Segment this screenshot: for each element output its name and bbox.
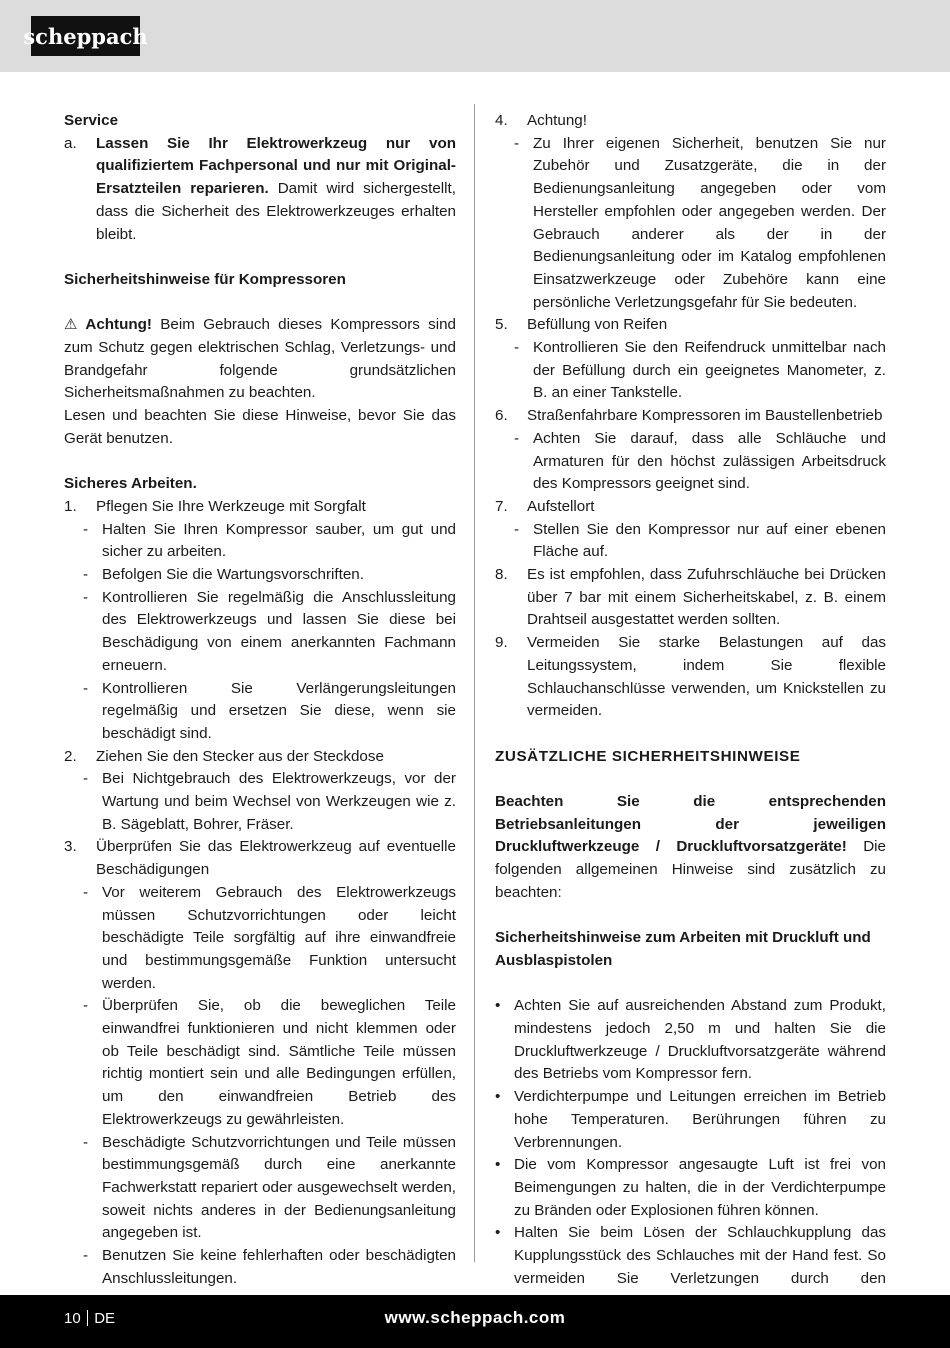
service-normal-text: Damit wird sichergestellt, dass die Sicherheit des Elektrowerkzeuges erhalten bleibt. <box>96 180 456 243</box>
list-number: 7. <box>495 497 508 515</box>
dash-item <box>64 587 456 678</box>
dash-item-text: Benutzen Sie keine fehlerhaften oder beschädigten Anschlussleitungen. <box>102 1247 456 1287</box>
dash-item <box>495 133 886 315</box>
bullet-item <box>495 1154 886 1222</box>
dash-item <box>495 519 886 564</box>
list-item <box>495 314 886 337</box>
bullet-item-text: Halten Sie beim Lösen der Schlauchkupplung das Kupplungsstück des Schlauches mit der Hand fest. So vermeiden Sie Verletzungen durch den <box>514 1224 886 1287</box>
service-heading: Service <box>64 112 119 129</box>
dash-marker: - <box>83 1133 89 1151</box>
list-number: 4. <box>495 112 508 129</box>
observe-text: Die folgenden allgemeinen Hinweise sind zusätzlich zu beachten: <box>495 838 886 901</box>
numbered-list-continued <box>495 110 886 723</box>
dash-item-text: Kontrollieren Sie den Reifendruck unmittelbar nach der Befüllung durch ein geeignetes Manometer, z. B. an einer Tankstelle. <box>533 339 886 402</box>
service-item-text <box>96 133 456 247</box>
dash-marker: - <box>83 588 89 606</box>
left-column <box>64 110 456 1291</box>
dash-marker: - <box>514 520 520 538</box>
list-number: a. <box>64 134 77 152</box>
warning-icon: ⚠ <box>64 316 78 334</box>
bullet-list <box>495 995 886 1313</box>
column-divider <box>474 104 475 1262</box>
list-item <box>64 496 456 519</box>
warning-text: Beim Gebrauch dieses Kompressors sind zum Schutz gegen elektrischen Schlag, Verletzungs- und Brandgefahr folgende grundsätzlichen Sicherheitsmaßnahmen zu beachten. <box>64 316 457 402</box>
list-item-text: Befüllung von Reifen <box>527 316 668 334</box>
bullet-marker: • <box>495 1156 501 1174</box>
dash-marker: - <box>83 770 89 788</box>
list-item-text: Überprüfen Sie das Elektrowerkzeug auf eventuelle Beschädigungen <box>96 838 456 879</box>
language-code: DE <box>94 1310 116 1327</box>
dash-marker: - <box>83 566 89 584</box>
list-item-text: Achtung! <box>527 112 587 129</box>
warning-bold: Achtung! <box>77 316 152 334</box>
dash-item <box>64 768 456 836</box>
list-number: 3. <box>64 838 77 856</box>
dash-item <box>495 428 886 496</box>
dash-item-text: Überprüfen Sie, ob die beweglichen Teile einwandfrei funktionieren und nicht klemmen oder ob Teile beschädigt sind. Sämtliche Teile müssen richtig montiert sein und alle Bedingungen erfüllen, um den einwandfreien Betrieb des Elektrowerkzeugs zu gewährleisten. <box>102 997 456 1128</box>
bullet-marker: • <box>495 997 501 1015</box>
list-item-text: Pflegen Sie Ihre Werkzeuge mit Sorgfalt <box>96 497 366 515</box>
bullet-marker: • <box>495 1088 501 1106</box>
list-item <box>495 632 886 723</box>
dash-item <box>64 564 456 587</box>
bullet-marker: • <box>495 1224 501 1242</box>
list-item-text: Aufstellort <box>527 497 595 515</box>
list-item <box>495 564 886 632</box>
dash-item <box>64 519 456 564</box>
dash-item <box>64 882 456 996</box>
list-item <box>495 496 886 519</box>
dash-item <box>495 337 886 405</box>
list-item-text: Vermeiden Sie starke Belastungen auf das Leitungssystem, indem Sie flexible Schlauchanschlüsse verwenden, um Knickstellen zu vermeiden. <box>527 634 886 720</box>
dash-item-text: Beschädigte Schutzvorrichtungen und Teile müssen bestimmungsgemäß durch eine anerkannte Fachwerkstatt repariert oder ausgewechselt werden, soweit nichts anderes in der Bedienungsanleitung angegeben ist. <box>102 1133 456 1242</box>
list-item-text: Straßenfahrbare Kompressoren im Baustellenbetrieb <box>527 407 883 425</box>
dash-item-text: Kontrollieren Sie Verlängerungsleitungen regelmäßig und ersetzen Sie diese, wenn sie beschädigt sind. <box>102 679 456 742</box>
list-item <box>64 746 456 769</box>
footer-bar <box>0 1295 950 1348</box>
list-item-text: Ziehen Sie den Stecker aus der Steckdose <box>96 747 384 765</box>
dash-item-text: Stellen Sie den Kompressor nur auf einer ebenen Fläche auf. <box>533 520 886 561</box>
dash-item <box>64 678 456 746</box>
list-number: 6. <box>495 407 508 425</box>
dash-item-text: Zu Ihrer eigenen Sicherheit, benutzen Sie nur Zubehör und Zusatzgeräte, die in der Bedienungsanleitung angegeben oder vom Hersteller empfohlen oder angegeben werden. Der Gebrauch anderer als der in der Bedienungsanleitung oder im Katalog empfohlenen Einsatzwerkzeuge oder Zubehöre kann eine persönliche Verletzungsgefahr für Sie bedeuten. <box>533 134 886 311</box>
read-instructions-text: Lesen und beachten Sie diese Hinweise, bevor Sie das Gerät benutzen. <box>64 407 456 447</box>
dash-marker: - <box>514 429 520 447</box>
dash-item <box>64 1132 456 1246</box>
dash-marker: - <box>83 997 89 1015</box>
service-bold-text: Lassen Sie Ihr Elektrowerkzeug nur von qualifiziertem Fachpersonal und nur mit Original-Ersatzteilen reparieren. <box>96 134 456 198</box>
warning-paragraph <box>64 314 456 405</box>
observe-bold: Beachten Sie die entsprechenden Betriebsanleitungen der jeweiligen Druckluftwerkzeuge / Druckluftvorsatzgeräte! <box>495 793 886 856</box>
dash-marker: - <box>83 883 89 901</box>
safe-working-list <box>64 496 456 1291</box>
dash-marker: - <box>83 520 89 538</box>
list-number: 9. <box>495 634 508 652</box>
compressor-safety-heading: Sicherheitshinweise für Kompressoren <box>64 270 346 288</box>
dash-item-text: Befolgen Sie die Wartungsvorschriften. <box>102 566 364 584</box>
bullet-item <box>495 995 886 1086</box>
list-number: 2. <box>64 747 77 765</box>
observe-paragraph <box>495 791 886 905</box>
dash-item-text: Vor weiterem Gebrauch des Elektrowerkzeugs müssen Schutzvorrichtungen oder leicht beschädigte Teile sorgfältig auf ihre einwandfreie und bestimmungsgemäße Funktion untersucht werden. <box>102 883 456 992</box>
list-item <box>495 110 886 133</box>
bullet-item-text: Verdichterpumpe und Leitungen erreichen im Betrieb hohe Temperaturen. Berührungen führen zu Verbrennungen. <box>514 1088 886 1151</box>
list-item <box>495 405 886 428</box>
dash-item <box>64 995 456 1131</box>
safe-working-heading: Sicheres Arbeiten. <box>64 475 197 493</box>
dash-item-text: Bei Nichtgebrauch des Elektrowerkzeugs, vor der Wartung und beim Wechsel von Werkzeugen wie z. B. Sägeblatt, Bohrer, Fräser. <box>102 770 456 833</box>
additional-safety-heading: ZUSÄTZLICHE SICHERHEITSHINWEISE <box>495 747 801 765</box>
dash-marker: - <box>83 1247 89 1265</box>
list-item-text: Es ist empfohlen, dass Zufuhrschläuche bei Drücken über 7 bar mit einem Sicherheitskabel, z. B. einem Drahtseil ausgestattet werden sollten. <box>527 566 886 629</box>
page-number: 10 <box>64 1310 81 1327</box>
dash-marker: - <box>83 679 89 697</box>
brand-logo: scheppach <box>31 16 140 56</box>
service-item-a <box>64 133 456 247</box>
list-number: 1. <box>64 497 77 515</box>
dash-item-text: Halten Sie Ihren Kompressor sauber, um gut und sicher zu arbeiten. <box>102 520 456 561</box>
bullet-item <box>495 1086 886 1154</box>
list-number: 8. <box>495 566 508 584</box>
website-url: www.scheppach.com <box>384 1308 566 1327</box>
dash-marker: - <box>514 339 520 357</box>
dash-item <box>64 1245 456 1290</box>
bullet-item-text: Die vom Kompressor angesaugte Luft ist frei von Beimengungen zu halten, die in der Verdichterpumpe zu Bränden oder Explosionen führen können. <box>514 1156 886 1219</box>
list-number: 5. <box>495 316 508 334</box>
list-item <box>64 836 456 881</box>
compressed-air-heading: Sicherheitshinweise zum Arbeiten mit Druckluft und Ausblaspistolen <box>495 929 871 969</box>
dash-marker: - <box>514 134 520 152</box>
right-column <box>495 110 886 1313</box>
header-bar <box>0 0 950 72</box>
dash-item-text: Kontrollieren Sie regelmäßig die Anschlussleitung des Elektrowerkzeugs und lassen Sie diese bei Beschädigung von einem anerkannten Fachmann erneuern. <box>102 588 456 674</box>
bullet-item-text: Achten Sie auf ausreichenden Abstand zum Produkt, mindestens jedoch 2,50 m und halten Sie die Druckluftwerkzeuge / Druckluftvorsatzgeräte während des Betriebs vom Kompressor fern. <box>514 997 886 1083</box>
dash-item-text: Achten Sie darauf, dass alle Schläuche und Armaturen für den höchst zulässigen Arbeitsdruck des Kompressors geeignet sind. <box>533 429 886 493</box>
